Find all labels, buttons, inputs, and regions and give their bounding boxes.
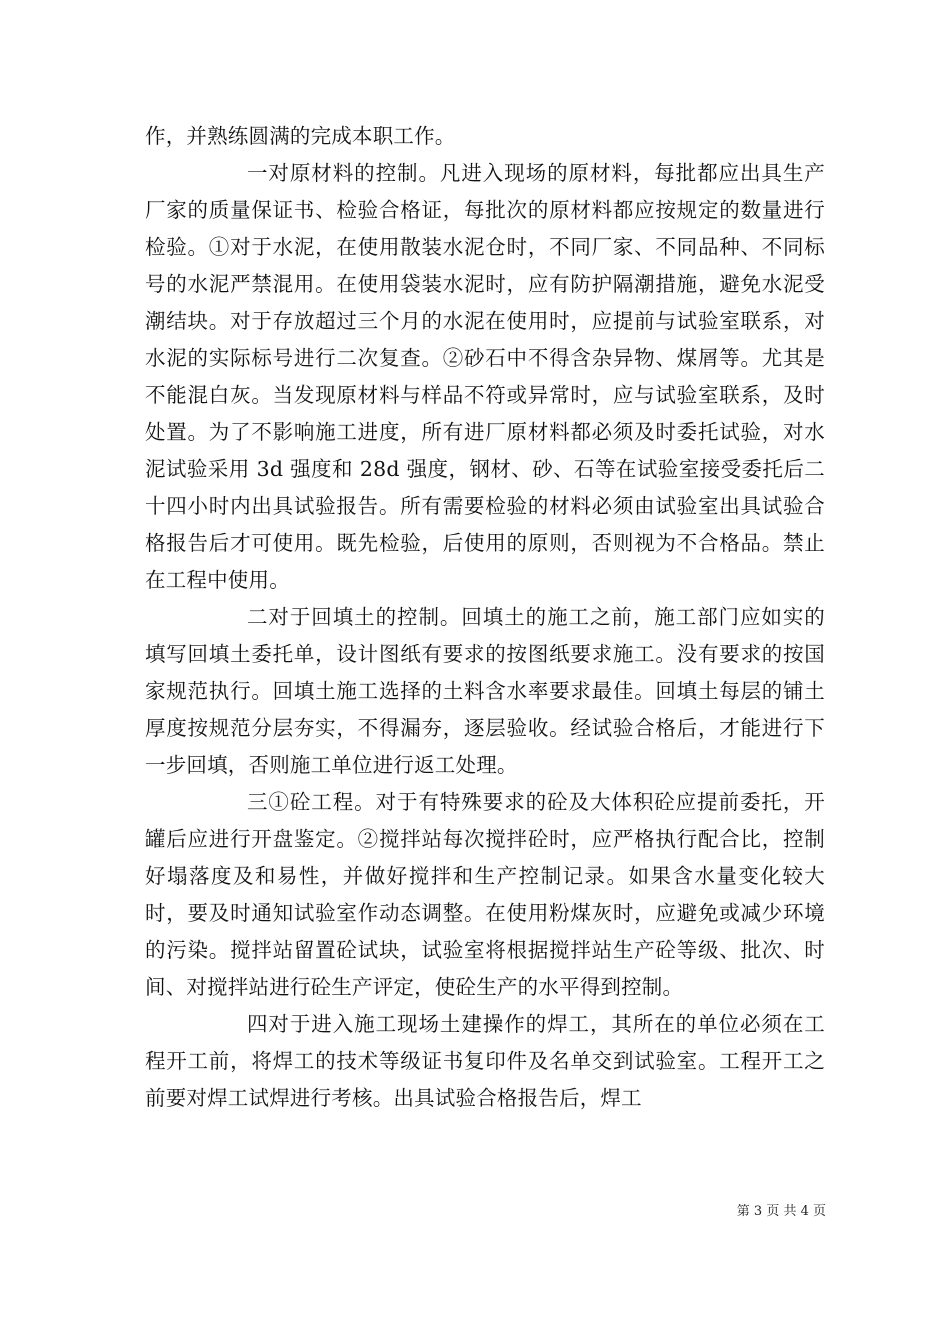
paragraph-backfill: 二对于回填土的控制。回填土的施工之前，施工部门应如实的填写回填土委托单，设计图纸有要求的按图纸要求施工。没有要求的按国家规范执行。回填土施工选择的土料含水率要求最佳。回填土每层的铺土厚度按规范分层夯实，不得漏夯，逐层验收。经试验合格后，才能进行下一步回填，否则施工单位进行返工处理。 <box>145 605 825 777</box>
paragraph-concrete: 三①砼工程。对于有特殊要求的砼及大体积砼应提前委托，开罐后应进行开盘鉴定。②搅拌站每次搅拌砼时，应严格执行配合比，控制好塌落度及和易性，并做好搅拌和生产控制记录。如果含水量变化较大时，要及时通知试验室作动态调整。在使用粉煤灰时，应避免或减少环境的污染。搅拌站留置砼试块，试验室将根据搅拌站生产砼等级、批次、时间、对搅拌站进行砼生产评定，使砼生产的水平得到控制。 <box>145 790 825 999</box>
paragraph-welders: 四对于进入施工现场土建操作的焊工，其所在的单位必须在工程开工前，将焊工的技术等级证书复印件及名单交到试验室。工程开工之前要对焊工试焊进行考核。出具试验合格报告后，焊工 <box>145 1012 825 1110</box>
paragraph-continuation: 作，并熟练圆满的完成本职工作。 <box>145 124 456 148</box>
document-body <box>145 118 825 1117</box>
paragraph-raw-materials: 一对原材料的控制。凡进入现场的原材料，每批都应出具生产厂家的质量保证书、检验合格证，每批次的原材料都应按规定的数量进行检验。①对于水泥，在使用散装水泥仓时，不同厂家、不同品种、不同标号的水泥严禁混用。在使用袋装水泥时，应有防护隔潮措施，避免水泥受潮结块。对于存放超过三个月的水泥在使用时，应提前与试验室联系，对水泥的实际标号进行二次复查。②砂石中不得含杂异物、煤屑等。尤其是不能混白灰。当发现原材料与样品不符或异常时，应与试验室联系，及时处置。为了不影响施工进度，所有进厂原材料都必须及时委托试验，对水泥试验采用 3d 强度和 28d 强度，钢材、砂、石等在试验室接受委托后二十四小时内出具试验报告。所有需要检验的材料必须由试验室出具试验合格报告后才可使用。既先检验，后使用的原则，否则视为不合格品。禁止在工程中使用。 <box>145 161 825 592</box>
page-number: 第 3 页 共 4 页 <box>736 1204 826 1219</box>
